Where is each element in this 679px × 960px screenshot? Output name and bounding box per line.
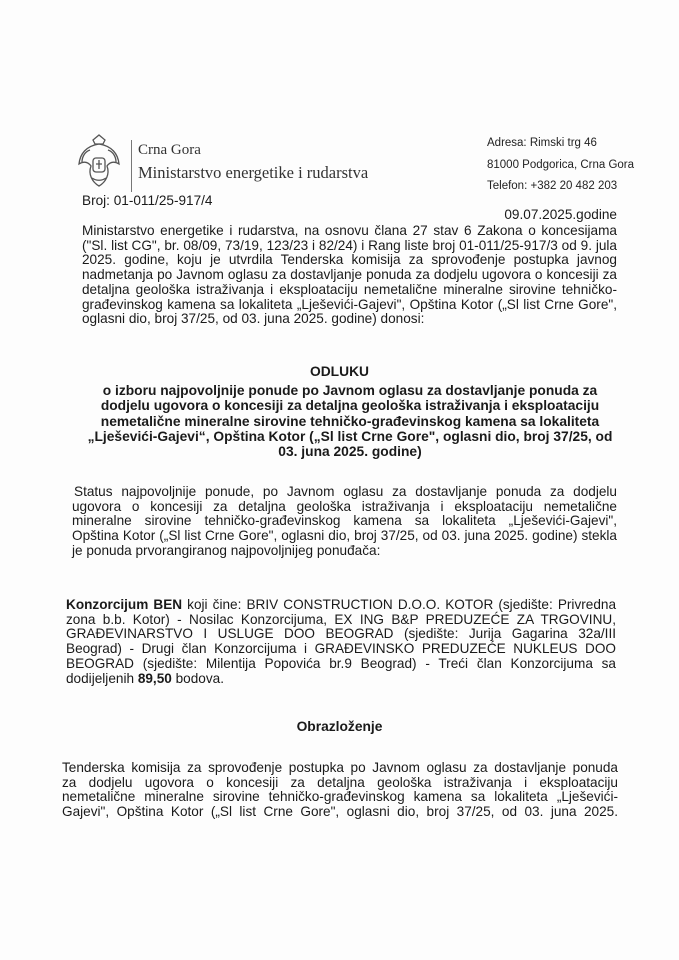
- text-line: ugovora o koncesiji za detaljna geološka istraživanja i eksploataciju nemetalične: [72, 498, 617, 514]
- title-line: 03. juna 2025. godine): [278, 444, 422, 460]
- consortium-paragraph: [66, 598, 616, 686]
- text-line: nadmetanja po Javnom oglasu za dostavljanje ponuda za dodjelu ugovora o koncesiji za: [82, 267, 617, 283]
- reference-number: Broj: 01-011/25-917/4: [82, 193, 213, 208]
- coat-of-arms-logo: [76, 134, 122, 188]
- decision-title: [70, 383, 630, 459]
- text-line: oglasni dio, broj 37/25, od 03. juna 2025. godine) donosi:: [82, 311, 425, 327]
- title-line: dodjelu ugovora o koncesiji za detaljna geološka istraživanja i eksploataciju: [100, 398, 600, 414]
- text-line: Gajevi", Opština Kotor („Sl list Crne Gore", oglasni dio, broj 37/25, od 03. juna 2025.: [62, 804, 618, 820]
- status-paragraph: [72, 485, 617, 559]
- text-line: 2025. godine, koju je utvrdila Tenderska komisija za sprovođenje postupka javnog: [82, 252, 617, 268]
- text-line: Beograd) - Drugi član Konzorcijuma i GRAĐEVINSKO PREDUZEĆE NUKLEUS DOO: [66, 641, 616, 657]
- intro-paragraph: [82, 224, 617, 327]
- title-line: „Lješevići-Gajevi“, Opština Kotor („Sl list Crne Gore", oglasni dio, broj 37/25, od: [87, 428, 613, 444]
- consortium-members: koji čine: BRIV CONSTRUCTION D.O.O. KOTOR (sjedište: Privredna: [182, 597, 617, 612]
- phone-line: Telefon: +382 20 482 203: [487, 180, 618, 192]
- reasoning-heading: Obrazloženje: [296, 719, 383, 734]
- text-line: je ponuda prvorangiranog najpovoljnijeg ponuđača:: [72, 542, 381, 558]
- document-date: 09.07.2025.godine: [504, 207, 617, 222]
- reasoning-paragraph: [62, 761, 618, 820]
- text-line: detaljna geološka istraživanja i eksploataciju nemetalične mineralne sirovine tehničko-: [82, 281, 617, 297]
- address-line: Adresa: Rimski trg 46: [487, 137, 597, 149]
- letterhead-divider: [131, 140, 132, 192]
- title-line: nemetalične mineralne sirovine tehničko-građevinskog kamena sa lokaliteta: [100, 413, 600, 429]
- text-line: Tenderska komisija za sprovođenje postupka po Javnom oglasu za dostavljanje ponuda: [62, 760, 618, 775]
- text-line: Ministarstvo energetike i rudarstva, na osnovu člana 27 stav 6 Zakona o koncesijama: [82, 223, 617, 238]
- text-line: [66, 598, 616, 613]
- points-value: 89,50: [137, 670, 172, 686]
- city-line: 81000 Podgorica, Crna Gora: [487, 159, 635, 171]
- text-line: ("Sl. list CG", br. 08/09, 73/19, 123/23 i 82/24) i Rang liste broj 01-011/25-917/3 od 9. jula: [82, 237, 617, 253]
- title-line: o izboru najpovoljnije ponude po Javnom oglasu za dostavljanje ponuda za: [102, 383, 598, 398]
- text-line: Opština Kotor („Sl list Crne Gore", oglasni dio, broj 37/25, od 03. juna 2025. godine) stekla: [72, 528, 617, 544]
- consortium-name: Konzorcijum BEN: [66, 597, 183, 612]
- text-line: za dodjelu ugovora o koncesiji za detaljna geološka istraživanja i eksploataciju: [62, 774, 618, 790]
- text-line: [66, 672, 616, 687]
- points-suffix: bodova.: [171, 670, 224, 686]
- text-line: zona b.b. Kotor) - Nosilac Konzorcijuma, EX ING B&P PREDUZEĆE ZA TRGOVINU,: [66, 611, 616, 627]
- decision-heading: ODLUKU: [309, 364, 369, 379]
- text-line: GRAĐEVINARSTVO I USLUGE DOO BEOGRAD (sjedište: Jurija Gagarina 32a/III: [66, 626, 616, 642]
- text-line: Status najpovoljnije ponude, po Javnom oglasu za dostavljanje ponuda za dodjelu: [74, 484, 617, 499]
- text-line: mineralne sirovine tehničko-građevinskog kamena sa lokaliteta „Lješevići-Gajevi",: [72, 513, 617, 529]
- ministry-name: Ministarstvo energetike i rudarstva: [138, 163, 369, 182]
- text-line: građevinskog kamena sa lokaliteta „Lješevići-Gajevi", Opština Kotor („Sl list Crne Gore",: [82, 296, 617, 312]
- country-name: Crna Gora: [138, 142, 201, 158]
- points-prefix: dodijeljenih: [66, 670, 138, 686]
- text-line: nemetalične mineralne sirovine tehničko-građevinskog kamena sa lokaliteta „Lješevići-: [62, 789, 618, 805]
- text-line: BEOGRAD (sjedište: Milentija Popovića br.9 Beograd) - Treći član Konzorcijuma sa: [66, 655, 616, 671]
